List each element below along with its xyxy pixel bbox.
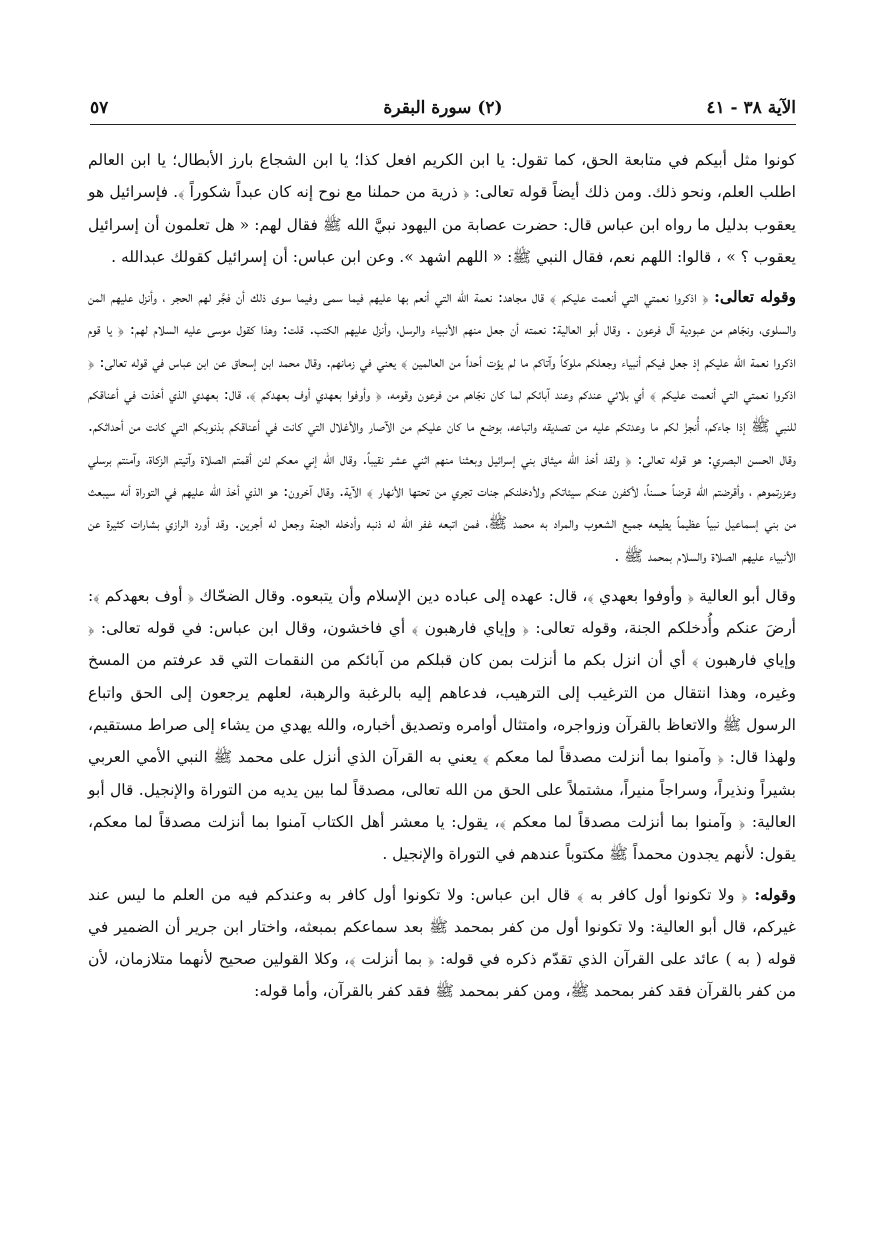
paragraph: [88, 281, 796, 572]
paragraph-text: ﴿ ولا تكونوا أول كافر به ﴾ قال ابن عباس: ولا تكونوا أول كافر به وعندكم فيه من العلم ما ليس عند غيركم، قال أبو العالية: ولا تكونوا أول من كفر بمحمد ﷺ بعد سماعكم بمبعثه، واختار ابن جرير أن الضمير في قوله ( به ) عائد على القرآن الذي تقدّم ذكره في قوله: ﴿ بما أنزلت ﴾، وكلا القولين صحيح لأنهما متلازمان، لأن من كفر بالقرآن فقد كفر بمحمد ﷺ، ومن كفر بمحمد ﷺ فقد كفر بالقرآن، وأما قوله:: [88, 885, 796, 1001]
paragraph-text: وقال أبو العالية ﴿ وأوفوا بعهدي ﴾، قال: عهده إلى عباده دين الإسلام وأن يتبعوه. وقال الضحّاك ﴿ أوف بعهدكم ﴾: أرضَ عنكم وأُدخلكم الجنة، وقوله تعالى: ﴿ وإياي فارهبون ﴾ أي فاخشون، وقال ابن عباس: في قوله تعالى: ﴿ وإياي فارهبون ﴾ أي أن انزل بكم ما أنزلت بمن كان قبلكم من آبائكم من النقمات التي قد عرفتم من المسخ وغيره، وهذا انتقال من الترغيب إلى الترهيب، فدعاهم إليه بالرغبة والرهبة، لعلهم يرجعون إلى الحق واتباع الرسول ﷺ والاتعاظ بالقرآن وزواجره، وامتثال أوامره وتصديق أخباره، والله يهدي من يشاء إلى صراط مستقيم، ولهذا قال: ﴿ وآمنوا بما أنزلت مصدقاً لما معكم ﴾ يعني به القرآن الذي أنزل على محمد ﷺ النبي الأمي العربي بشيراً ونذيراً، وسراجاً منيراً، مشتملاً على الحق من الله تعالى، مصدقاً لما بين يديه من التوراة والإنجيل. قال أبو العالية: ﴿ وآمنوا بما أنزلت مصدقاً لما معكم ﴾، يقول: يا معشر أهل الكتاب آمنوا بما أنزلت مصدقاً لما معكم، يقول: لأنهم يجدون محمداً ﷺ مكتوباً عندهم في التوراة والإنجيل .: [88, 586, 796, 864]
paragraph: [88, 879, 796, 1008]
page-number: ٥٧: [90, 98, 109, 118]
paragraph-text: ﴿ اذكروا نعمتي التي أنعمت عليكم ﴾ قال مجاهد: نعمة الله التي أنعم بها عليهم فيما سمى وفيما سوى ذلك أن فجَّر لهم الحجر ، وأنزل عليهم المن والسلوى، ونجّاهم من عبودية آل فرعون . وقال أبو العالية: نعمته أن جعل منهم الأنبياء والرسل، وأنزل عليهم الكتب. قلت: وهذا كقول موسى عليه السلام لهم: ﴿ يا قوم اذكروا نعمة الله عليكم إذ جعل فيكم أنبياء وجعلكم ملوكاً وآتاكم ما لم يؤت أحداً من العالمين ﴾ يعني في زمانهم. وقال محمد ابن إسحاق عن ابن عباس في قوله تعالى: ﴿ اذكروا نعمتي التي أنعمت عليكم ﴾ أي بلائي عندكم وعند آبائكم لما كان نجّاهم من فرعون وقومه، ﴿ وأوفوا بعهدي أوف بعهدكم ﴾، قال: بعهدي الذي أخذت في أعناقكم للنبي ﷺ إذا جاءكم، أُنجزْ لكم ما وعدتكم عليه من تصديقه واتباعه، بوضع ما كان عليكم من الآصار والأغلال التي كانت في أعناقكم بذنوبكم التي كانت من أحداثكم. وقال الحسن البصري: هو قوله تعالى: ﴿ ولقد أخذ الله ميثاق بني إسرائيل وبعثنا منهم اثني عشر نقيباً. وقال الله إني معكم لئن أقمتم الصلاة وآتيتم الزكاة، وآمنتم برسلي وعزرتموهم ، وأقرضتم الله قرضاً حسناً، لأكفرن عنكم سيئاتكم ولأدخلنكم جنات تجري من تحتها الأنهار ﴾ الآية. وقال آخرون: هو الذي أخذ الله عليهم في التوراة أنه سيبعث من بني إسماعيل نبياً عظيماً يطيعه جميع الشعوب والمراد به محمد ﷺ، فمن اتبعه غفر الله له ذنبه وأدخله الجنة وجعل له أجرين. وقد أورد الرازي بشارات كثيرة عن الأنبياء عليهم الصلاة والسلام بمحمد ﷺ .: [88, 288, 796, 565]
paragraph-lead: وقوله:: [754, 884, 796, 904]
paragraph: [88, 144, 796, 273]
ayah-range: الآية ٣٨ - ٤١: [706, 98, 796, 118]
paragraph-text: كونوا مثل أبيكم في متابعة الحق، كما تقول: يا ابن الكريم افعل كذا؛ يا ابن الشجاع بارز الأبطال؛ يا ابن العالم اطلب العلم، ونحو ذلك. ومن ذلك أيضاً قوله تعالى: ﴿ ذرية من حملنا مع نوح إنه كان عبداً شكوراً ﴾. فإسرائيل هو يعقوب بدليل ما رواه ابن عباس قال: حضرت عصابة من اليهود نبيَّ الله ﷺ فقال لهم: « هل تعلمون أن إسرائيل يعقوب ؟ » ، قالوا: اللهم نعم، فقال النبي ﷺ: « اللهم اشهد ». وعن ابن عباس: أن إسرائيل كقولك عبدالله .: [88, 151, 796, 266]
surah-title: (٢) سورة البقرة: [383, 98, 503, 118]
paragraph: [88, 580, 796, 871]
tafsir-body: [88, 144, 796, 1016]
paragraph-lead: وقوله تعالى:: [714, 287, 796, 307]
page-header: [90, 96, 796, 125]
